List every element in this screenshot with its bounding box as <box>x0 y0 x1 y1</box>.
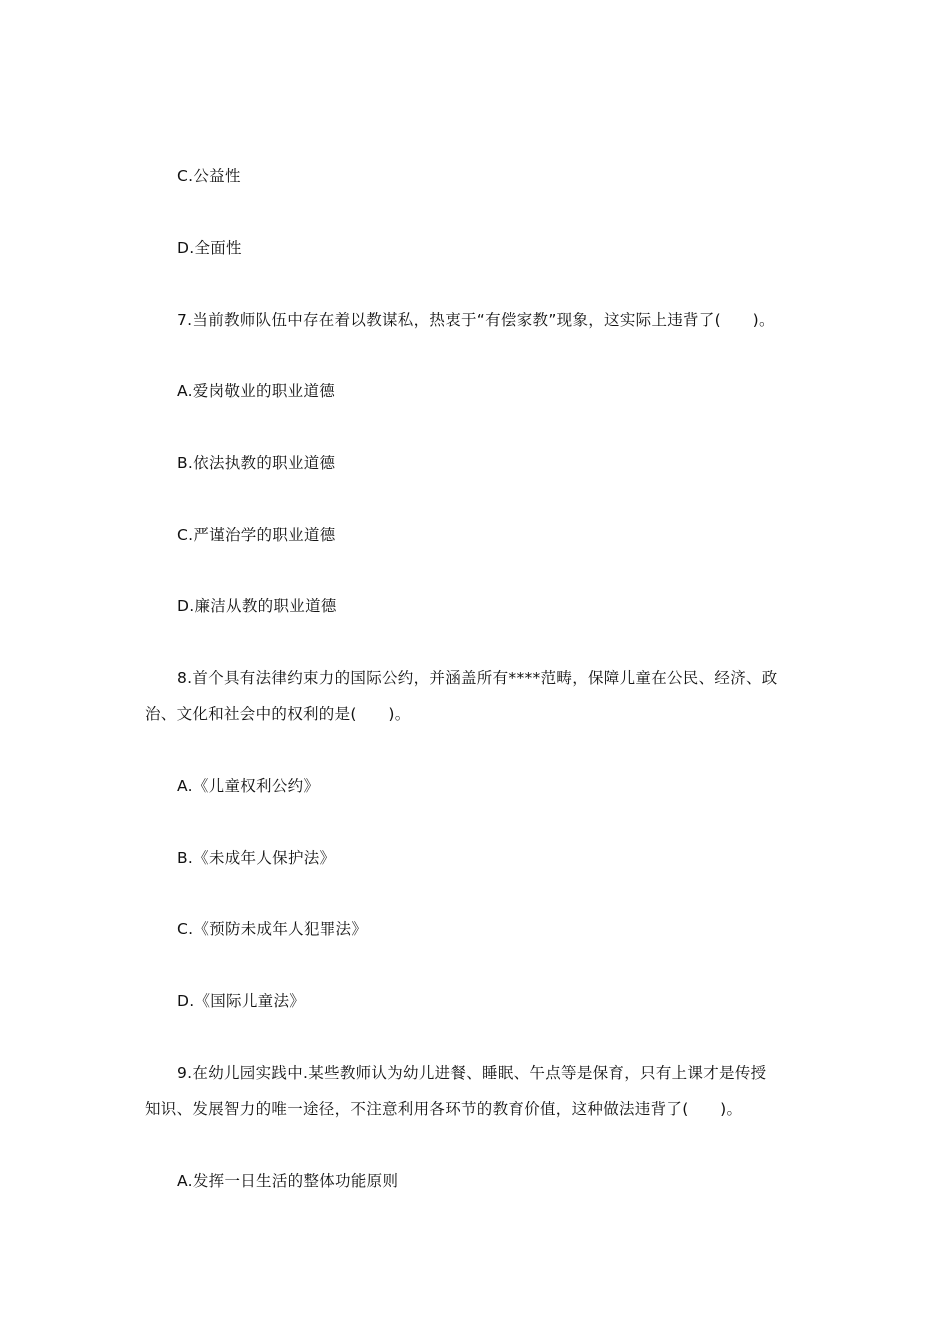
option-b-q7: B.依法执教的职业道德 <box>177 454 336 472</box>
question-8-line-1: 8.首个具有法律约束力的国际公约，并涵盖所有****范畴，保障儿童在公民、经济、政 <box>177 669 778 687</box>
option-c-q7: C.严谨治学的职业道德 <box>177 526 336 544</box>
question-9-line-1: 9.在幼儿园实践中.某些教师认为幼儿进餐、睡眠、午点等是保育，只有上课才是传授 <box>177 1064 767 1082</box>
option-d-q7: D.廉洁从教的职业道德 <box>177 597 337 615</box>
option-b-q8: B.《未成年人保护法》 <box>177 849 336 867</box>
option-a-q9: A.发挥一日生活的整体功能原则 <box>177 1172 399 1190</box>
option-a-q7: A.爱岗敬业的职业道德 <box>177 382 336 400</box>
question-7: 7.当前教师队伍中存在着以教谋私，热衷于“有偿家教”现象，这实际上违背了( )。 <box>177 311 775 329</box>
option-c-q8: C.《预防未成年人犯罪法》 <box>177 920 368 938</box>
option-d-q6: D.全面性 <box>177 239 242 257</box>
question-8-line-2: 治、文化和社会中的权利的是( )。 <box>145 705 411 723</box>
option-c-q6: C.公益性 <box>177 167 241 185</box>
question-9-line-2: 知识、发展智力的唯一途径，不注意利用各环节的教育价值，这种做法违背了( )。 <box>145 1100 743 1118</box>
option-d-q8: D.《国际儿童法》 <box>177 992 306 1010</box>
option-a-q8: A.《儿童权利公约》 <box>177 777 320 795</box>
